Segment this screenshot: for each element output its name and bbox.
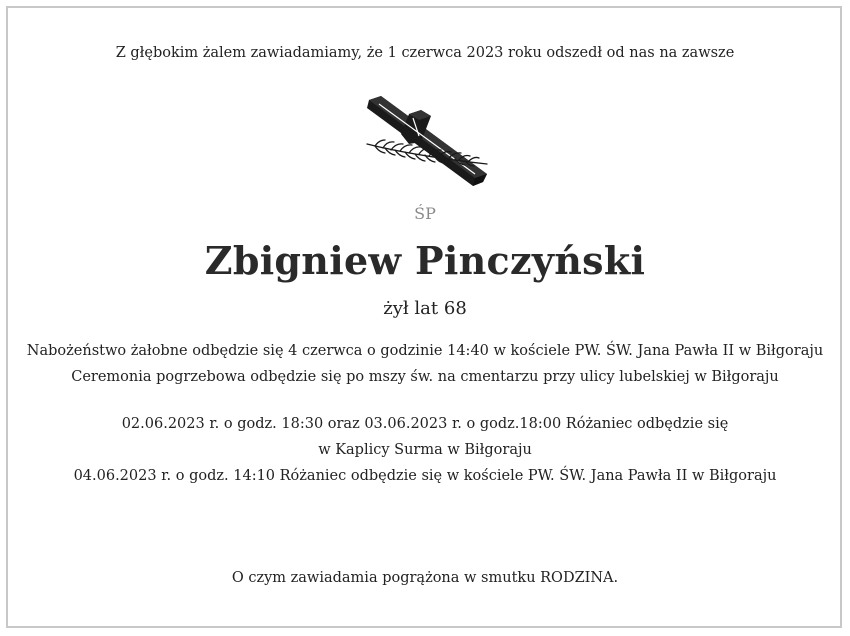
age-text: żył lat 68 [383, 298, 467, 319]
rosary-dates-line: 02.06.2023 r. o godz. 18:30 oraz 03.06.2023 r. o godz.18:00 Różaniec odbędzie się [121, 416, 729, 432]
cross-with-palm-branch-icon [355, 94, 495, 194]
burial-ceremony-line: Ceremonia pogrzebowa odbędzie się po mszy św. na cmentarzu przy ulicy lubelskiej w Biłgoraju [71, 369, 779, 385]
rosary-church-line: 04.06.2023 r. o godz. 14:10 Różaniec odbędzie się w kościele PW. ŚW. Jana Pawła II w Biłgoraju [73, 468, 777, 484]
deceased-prefix: ŚP [414, 204, 436, 223]
deceased-name: Zbigniew Pinczyński [204, 238, 646, 283]
rosary-location-line: w Kaplicy Surma w Biłgoraju [318, 442, 532, 458]
funeral-mass-line: Nabożeństwo żałobne odbędzie się 4 czerwca o godzinie 14:40 w kościele PW. ŚW. Jana Pawła II w Biłgoraju [26, 343, 824, 359]
cross-shape [367, 96, 487, 186]
closing-text: O czym zawiadamia pogrążona w smutku RODZINA. [231, 570, 619, 586]
intro-text: Z głębokim żalem zawiadamiamy, że 1 czerwca 2023 roku odszedł od nas na zawsze [115, 45, 735, 61]
